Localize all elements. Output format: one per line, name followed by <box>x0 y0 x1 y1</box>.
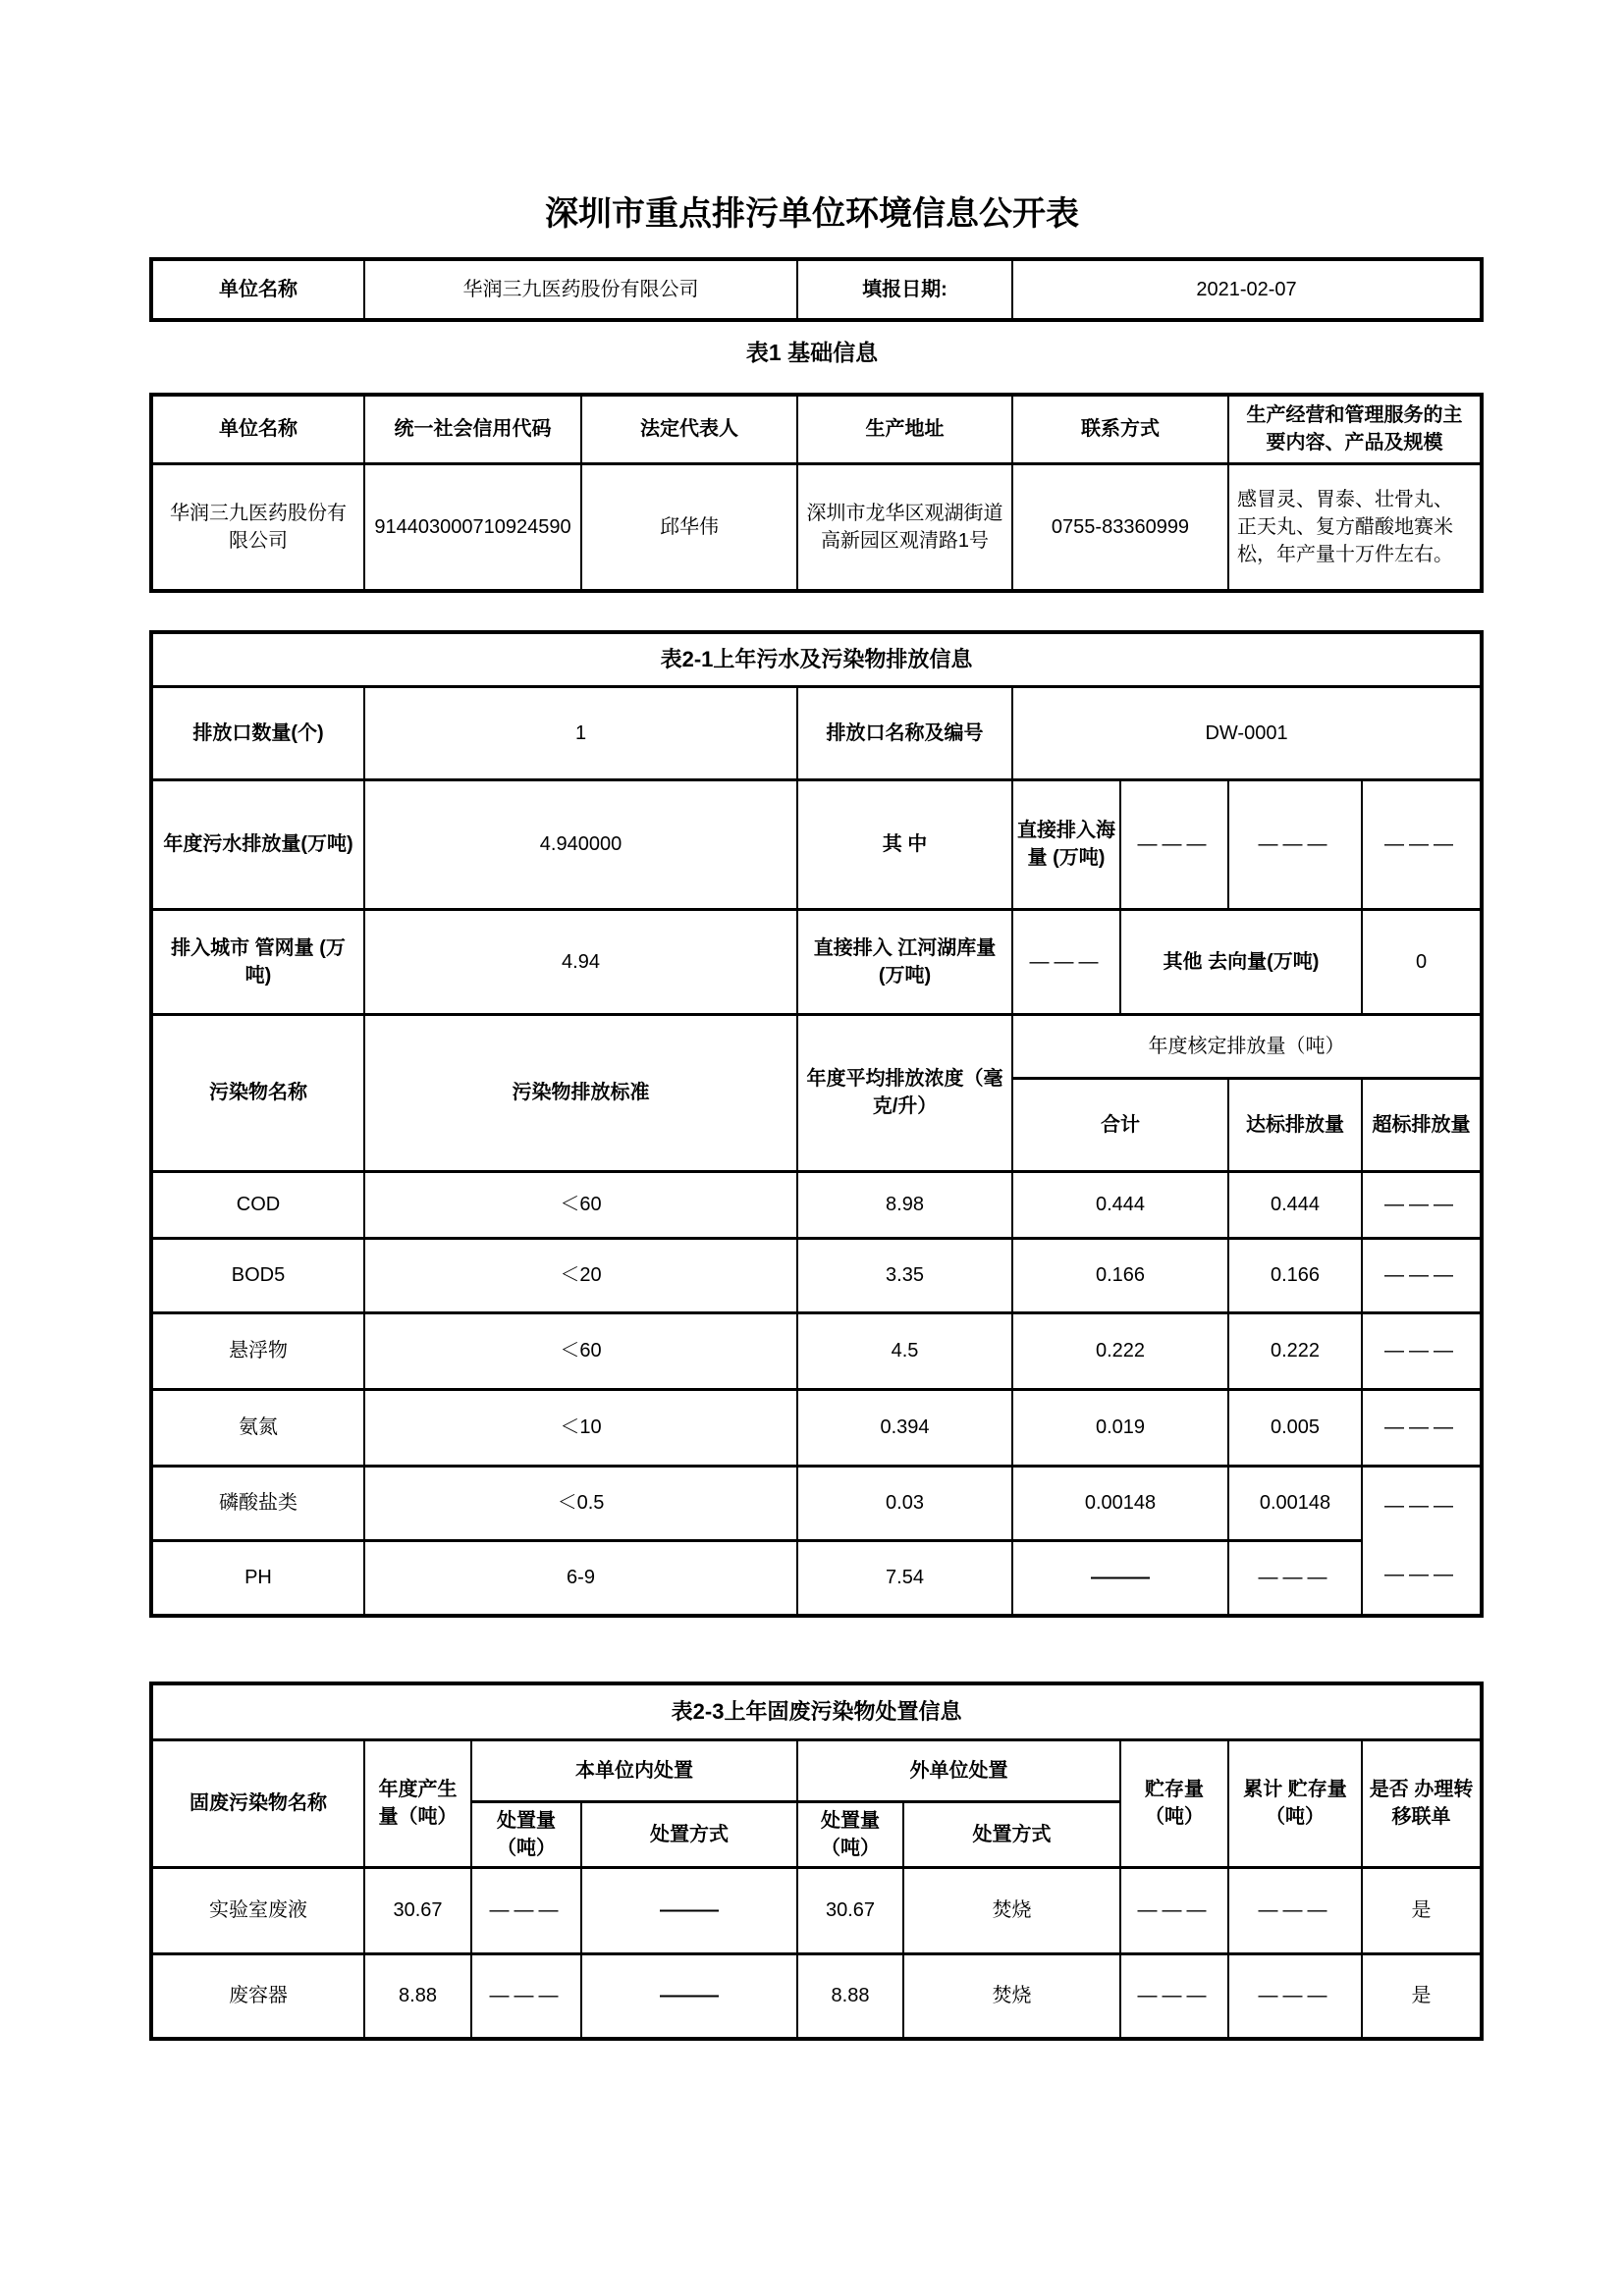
cell-legal-rep: 邱华伟 <box>581 463 797 591</box>
wastewater-title-row <box>151 632 1482 686</box>
among-label: 其 中 <box>797 779 1012 909</box>
col-pollutant-name: 污染物名称 <box>151 1014 364 1171</box>
dash-placeholder: ——— <box>1384 1340 1459 1362</box>
cell-cumulative <box>1228 1953 1362 2039</box>
cell-unit-name: 华润三九医药股份有限公司 <box>151 463 364 591</box>
col-avg-concentration: 年度平均排放浓度（毫克/升） <box>797 1014 1012 1171</box>
pollutant-row-ss <box>151 1312 1482 1389</box>
cell-standard: ＜10 <box>364 1389 797 1466</box>
cell-credit-code: 914403000710924590 <box>364 463 581 591</box>
sea-dash-2 <box>1228 779 1362 909</box>
outlet-row <box>151 686 1482 779</box>
cell-external-method: 焚烧 <box>903 1867 1120 1953</box>
cell-pollutant-name: BOD5 <box>151 1238 364 1312</box>
dash-placeholder: ——— <box>489 1899 564 1921</box>
pipe-network-value: 4.94 <box>364 909 797 1014</box>
col-internal-disposal: 本单位内处置 <box>471 1739 797 1801</box>
cell-cumulative <box>1228 1867 1362 1953</box>
solid-waste-title-row <box>151 1683 1482 1739</box>
col-total: 合计 <box>1012 1078 1228 1171</box>
dash-placeholder: ——— <box>1384 1495 1459 1518</box>
annual-discharge-row <box>151 779 1482 909</box>
cell-standard: ＜60 <box>364 1171 797 1238</box>
pollutant-header-row-1 <box>151 1014 1482 1078</box>
cell-compliant: 0.00148 <box>1228 1466 1362 1540</box>
cell-storage <box>1120 1953 1228 2039</box>
col-transfer-form: 是否 办理转移联单 <box>1362 1739 1482 1867</box>
report-date-value: 2021-02-07 <box>1012 259 1482 320</box>
report-header-row <box>151 259 1482 320</box>
cell-transfer: 是 <box>1362 1953 1482 2039</box>
dash-placeholder: ——— <box>489 1985 564 2007</box>
outlet-count-label: 排放口数量(个) <box>151 686 364 779</box>
solid-line-placeholder: ——— <box>660 1985 719 2007</box>
basic-info-data-row <box>151 463 1482 591</box>
solid-line-placeholder: ——— <box>660 1899 719 1921</box>
cell-pollutant-name: 悬浮物 <box>151 1312 364 1389</box>
cell-external-amount: 8.88 <box>797 1953 903 2039</box>
cell-compliant: 0.005 <box>1228 1389 1362 1466</box>
pollutant-row-ph <box>151 1540 1482 1616</box>
cell-total: 0.444 <box>1012 1171 1228 1238</box>
cell-internal-amount <box>471 1953 581 2039</box>
cell-concentration: 4.5 <box>797 1312 1012 1389</box>
cell-exceed <box>1362 1171 1482 1238</box>
cell-concentration: 3.35 <box>797 1238 1012 1312</box>
col-storage: 贮存量（吨） <box>1120 1739 1228 1867</box>
cell-contact: 0755-83360999 <box>1012 463 1228 591</box>
cell-total: 0.222 <box>1012 1312 1228 1389</box>
solid-waste-table-title: 表2-3上年固废污染物处置信息 <box>151 1683 1482 1739</box>
cell-standard: ＜20 <box>364 1238 797 1312</box>
cell-internal-method <box>581 1953 797 2039</box>
sea-dash-1 <box>1120 779 1228 909</box>
annual-discharge-value: 4.940000 <box>364 779 797 909</box>
dash-placeholder: ——— <box>1137 1899 1212 1921</box>
cell-scope: 感冒灵、胃泰、壮骨丸、正天丸、复方醋酸地赛米松，年产量十万件左右。 <box>1228 463 1482 591</box>
col-cumulative-storage: 累计 贮存量（吨） <box>1228 1739 1362 1867</box>
dash-placeholder: ——— <box>1137 1985 1212 2007</box>
dash-placeholder: ——— <box>1384 1564 1459 1586</box>
river-dash <box>1012 909 1120 1014</box>
page-title: 深圳市重点排污单位环境信息公开表 <box>545 195 1079 233</box>
cell-concentration: 0.03 <box>797 1466 1012 1540</box>
cell-total <box>1012 1540 1228 1616</box>
dash-placeholder: ——— <box>1384 1416 1459 1438</box>
dash-placeholder: ——— <box>1384 1264 1459 1286</box>
solid-line-placeholder: ——— <box>1091 1567 1150 1589</box>
cell-waste-name: 实验室废液 <box>151 1867 364 1953</box>
cell-exceed <box>1362 1312 1482 1389</box>
col-compliant: 达标排放量 <box>1228 1078 1362 1171</box>
report-date-label: 填报日期: <box>797 259 1012 320</box>
col-annual-approved: 年度核定排放量（吨） <box>1012 1014 1482 1078</box>
col-external-amount: 处置量（吨） <box>797 1801 903 1867</box>
cell-concentration: 7.54 <box>797 1540 1012 1616</box>
pollutant-row-phosphate <box>151 1466 1482 1540</box>
cell-address: 深圳市龙华区观湖街道高新园区观清路1号 <box>797 463 1012 591</box>
table1-caption: 表1 基础信息 <box>745 340 879 365</box>
waste-row-container <box>151 1953 1482 2039</box>
cell-concentration: 8.98 <box>797 1171 1012 1238</box>
cell-produced: 30.67 <box>364 1867 471 1953</box>
dash-placeholder: ——— <box>1384 1194 1459 1215</box>
dash-placeholder: ——— <box>1258 1985 1332 2007</box>
cell-pollutant-name: 磷酸盐类 <box>151 1466 364 1540</box>
cell-internal-method <box>581 1867 797 1953</box>
cell-compliant: 0.444 <box>1228 1171 1362 1238</box>
col-address: 生产地址 <box>797 395 1012 463</box>
waste-row-lab-liquid <box>151 1867 1482 1953</box>
col-discharge-standard: 污染物排放标准 <box>364 1014 797 1171</box>
basic-info-header-row <box>151 395 1482 463</box>
dash-placeholder: ——— <box>1258 833 1332 855</box>
solid-waste-table <box>149 1682 1484 2041</box>
sea-discharge-label: 直接排入海量 (万吨) <box>1012 779 1120 909</box>
pollutant-row-nh3n <box>151 1389 1482 1466</box>
dash-placeholder: ——— <box>1137 833 1212 855</box>
outlet-name-value: DW-0001 <box>1012 686 1482 779</box>
cell-pollutant-name: COD <box>151 1171 364 1238</box>
unit-name-value: 华润三九医药股份有限公司 <box>364 259 797 320</box>
pipe-network-label: 排入城市 管网量 (万吨) <box>151 909 364 1014</box>
cell-exceed <box>1362 1238 1482 1312</box>
cell-transfer: 是 <box>1362 1867 1482 1953</box>
col-external-method: 处置方式 <box>903 1801 1120 1867</box>
cell-external-amount: 30.67 <box>797 1867 903 1953</box>
cell-standard: ＜60 <box>364 1312 797 1389</box>
outlet-name-label: 排放口名称及编号 <box>797 686 1012 779</box>
col-waste-name: 固废污染物名称 <box>151 1739 364 1867</box>
cell-external-method: 焚烧 <box>903 1953 1120 2039</box>
basic-info-table <box>149 393 1484 593</box>
cell-storage <box>1120 1867 1228 1953</box>
pipe-network-row <box>151 909 1482 1014</box>
cell-concentration: 0.394 <box>797 1389 1012 1466</box>
report-header-table <box>149 257 1484 322</box>
annual-discharge-label: 年度污水排放量(万吨) <box>151 779 364 909</box>
wastewater-table <box>149 630 1484 1618</box>
cell-compliant: 0.166 <box>1228 1238 1362 1312</box>
cell-exceed-merged <box>1362 1466 1482 1616</box>
cell-internal-amount <box>471 1867 581 1953</box>
col-exceed: 超标排放量 <box>1362 1078 1482 1171</box>
dash-placeholder: ——— <box>1258 1567 1332 1589</box>
col-scope: 生产经营和管理服务的主要内容、产品及规模 <box>1228 395 1482 463</box>
unit-name-label: 单位名称 <box>151 259 364 320</box>
col-internal-method: 处置方式 <box>581 1801 797 1867</box>
cell-compliant <box>1228 1540 1362 1616</box>
river-discharge-label: 直接排入 江河湖库量 (万吨) <box>797 909 1012 1014</box>
cell-pollutant-name: PH <box>151 1540 364 1616</box>
cell-compliant: 0.222 <box>1228 1312 1362 1389</box>
col-produced: 年度产生量（吨） <box>364 1739 471 1867</box>
col-external-disposal: 外单位处置 <box>797 1739 1120 1801</box>
col-internal-amount: 处置量（吨） <box>471 1801 581 1867</box>
cell-total: 0.166 <box>1012 1238 1228 1312</box>
cell-total: 0.00148 <box>1012 1466 1228 1540</box>
other-destination-label: 其他 去向量(万吨) <box>1120 909 1362 1014</box>
sea-dash-3 <box>1362 779 1482 909</box>
cell-pollutant-name: 氨氮 <box>151 1389 364 1466</box>
solid-waste-header-row-1 <box>151 1739 1482 1801</box>
dash-placeholder: ——— <box>1384 833 1459 855</box>
pollutant-row-bod5 <box>151 1238 1482 1312</box>
cell-total: 0.019 <box>1012 1389 1228 1466</box>
cell-produced: 8.88 <box>364 1953 471 2039</box>
cell-waste-name: 废容器 <box>151 1953 364 2039</box>
col-legal-rep: 法定代表人 <box>581 395 797 463</box>
wastewater-table-title: 表2-1上年污水及污染物排放信息 <box>151 632 1482 686</box>
pollutant-row-cod <box>151 1171 1482 1238</box>
col-credit-code: 统一社会信用代码 <box>364 395 581 463</box>
dash-placeholder: ——— <box>1258 1899 1332 1921</box>
cell-exceed <box>1362 1389 1482 1466</box>
col-unit-name: 单位名称 <box>151 395 364 463</box>
outlet-count-value: 1 <box>364 686 797 779</box>
other-destination-value: 0 <box>1362 909 1482 1014</box>
cell-standard: 6-9 <box>364 1540 797 1616</box>
cell-standard: ＜0.5 <box>364 1466 797 1540</box>
dash-placeholder: ——— <box>1029 950 1104 973</box>
col-contact: 联系方式 <box>1012 395 1228 463</box>
